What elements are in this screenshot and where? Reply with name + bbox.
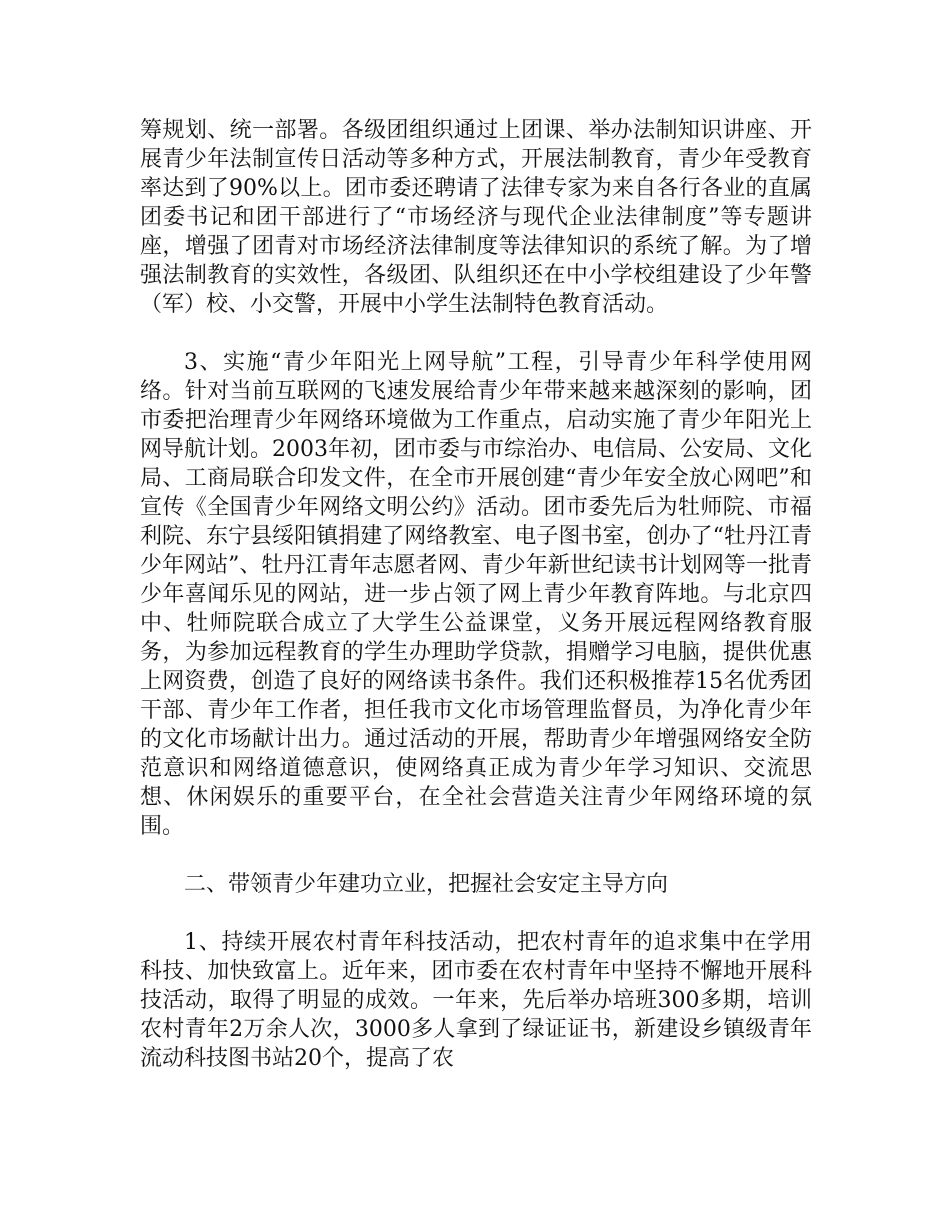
section-heading: 二、带领青少年建功立业，把握社会安定主导方向 <box>184 872 669 897</box>
document-body <box>140 116 812 1102</box>
paragraph-rural-technology: 1、持续开展农村青年科技活动，把农村青年的追求集中在学用科技、加快致富上。近年来，团市委在农村青年中坚持不懈地开展科技活动，取得了明显的成效。一年来，先后举办培班300多期，培训农村青年2万余人次，3000多人拿到了绿证证书，新建设乡镇级青年流动科技图书站20个，提高了农 <box>140 930 812 1071</box>
paragraph-legal-education: 筹规划、统一部署。各级团组织通过上团课、举办法制知识讲座、开展青少年法制宣传日活动等多种方式，开展法制教育，青少年受教育率达到了90%以上。团市委还聘请了法律专家为来自各行各业的直属团委书记和团干部进行了“市场经济与现代企业法律制度”等专题讲座，增强了团青对市场经济法律制度等法律知识的系统了解。为了增强法制教育的实效性，各级团、队组织还在中小学校组建设了少年警（军）校、小交警，开展中小学生法制特色教育活动。 <box>140 118 812 317</box>
paragraph-internet-navigation: 3、实施“青少年阳光上网导航”工程，引导青少年科学使用网络。针对当前互联网的飞速发展给青少年带来越来越深刻的影响，团市委把治理青少年网络环境做为工作重点，启动实施了青少年阳光上网导航计划。2003年初，团市委与市综治办、电信局、公安局、文化局、工商局联合印发文件，在全市开展创建“青少年安全放心网吧”和宣传《全国青少年网络文明公约》活动。团市委先后为牡师院、市福利院、东宁县绥阳镇捐建了网络教室、电子图书室，创办了“牡丹江青少年网站”、牡丹江青年志愿者网、青少年新世纪读书计划网等一批青少年喜闻乐见的网站，进一步占领了网上青少年教育阵地。与北京四中、牡师院联合成立了大学生公益课堂，义务开展远程网络教育服务，为参加远程教育的学生办理助学贷款，捐赠学习电脑，提供优惠上网资费，创造了良好的网络读书条件。我们还积极推荐15名优秀团干部、青少年工作者，担任我市文化市场管理监督员，为净化青少年的文化市场献计出力。通过活动的开展，帮助青少年增强网络安全防范意识和网络道德意识，使网络真正成为青少年学习知识、交流思想、休闲娱乐的重要平台，在全社会营造关注青少年网络环境的氛围。 <box>140 350 812 839</box>
